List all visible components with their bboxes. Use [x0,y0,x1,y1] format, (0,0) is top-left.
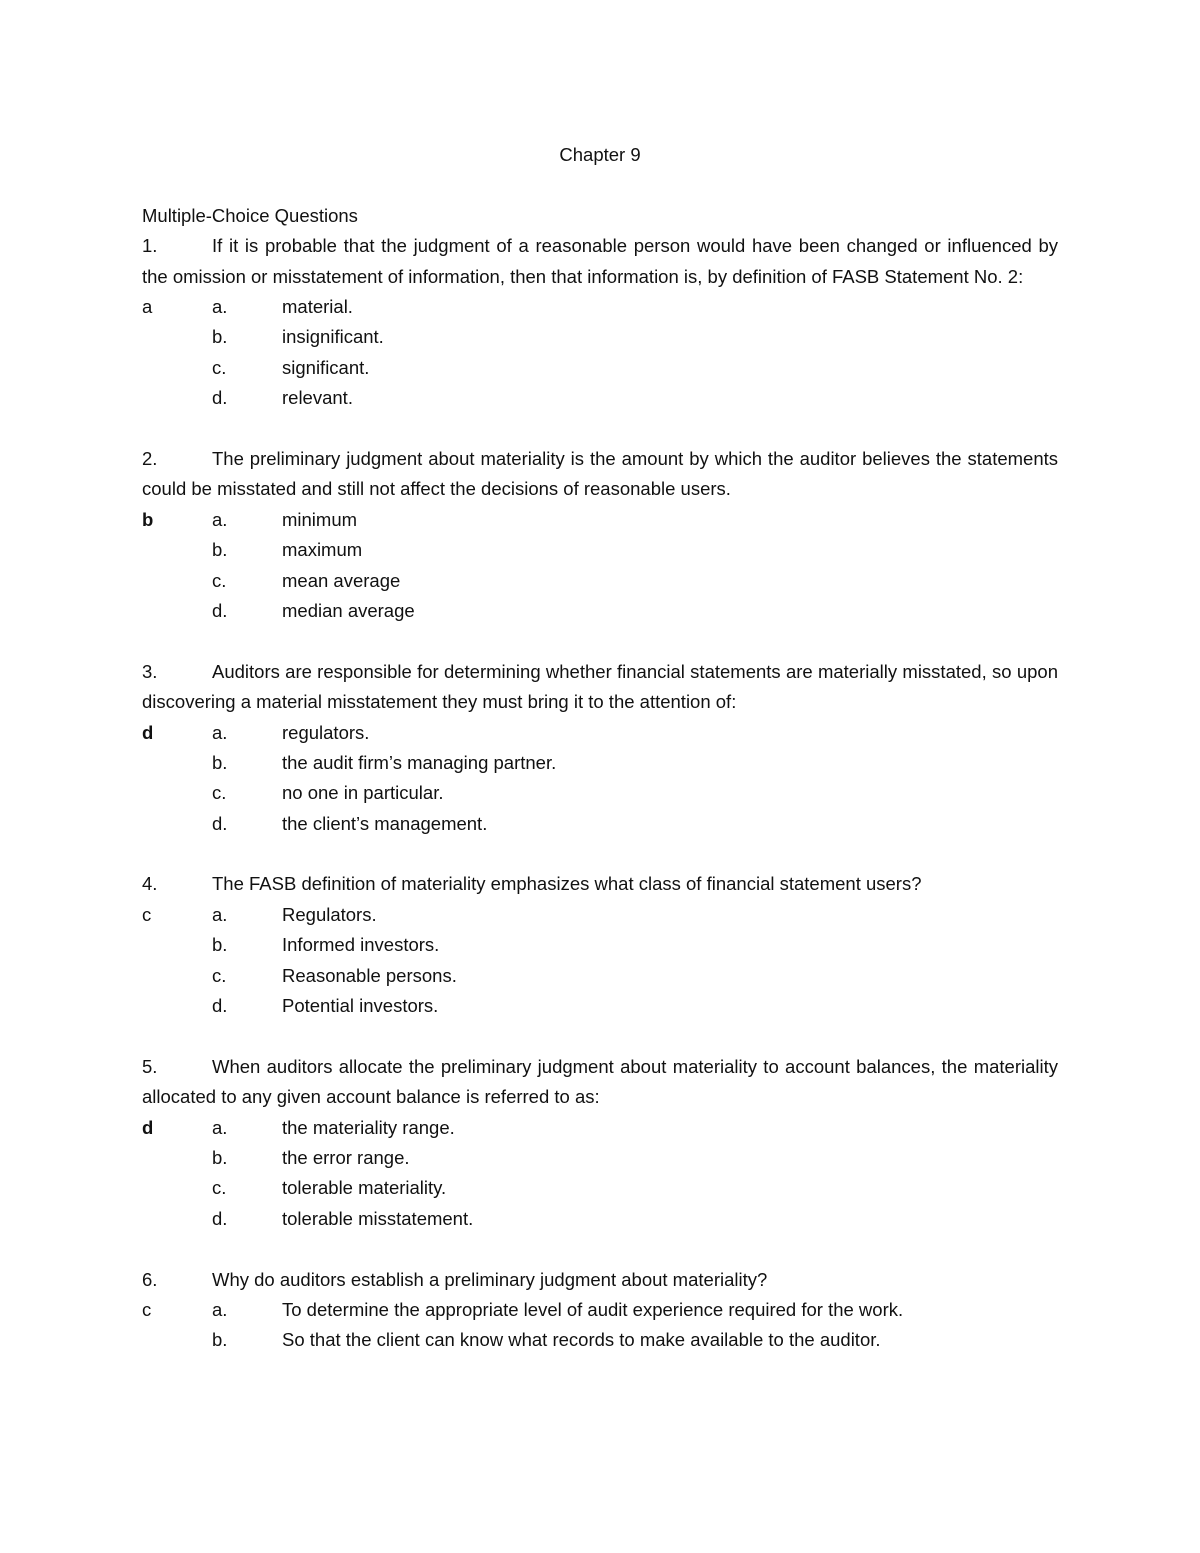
option-letter: b. [212,539,228,561]
question-1 [142,231,1058,413]
question-body: The FASB definition of materiality emphasizes what class of financial statement users? [212,873,922,895]
option-text: So that the client can know what records to make available to the auditor. [282,1329,881,1351]
option-letter: d. [212,995,228,1017]
question-number: 3. [142,660,158,682]
option-text: the error range. [282,1147,410,1169]
option-row [142,1204,1058,1234]
option-row [142,322,1058,352]
option-letter: b. [212,934,228,956]
option-row [142,930,1058,960]
question-body: Auditors are responsible for determining whether financial statements are materially misstated, so upon discovering a material misstatement they must bring it to the attention of: [142,660,1058,713]
option-text: tolerable misstatement. [282,1207,474,1229]
option-row [142,383,1058,413]
option-letter: d. [212,599,228,621]
option-text: Regulators. [282,903,377,925]
question-3 [142,657,1058,839]
option-letter: a. [212,1116,228,1138]
option-text: the audit firm’s managing partner. [282,751,557,773]
option-row [142,900,1058,930]
option-row [142,353,1058,383]
option-row [142,809,1058,839]
option-text: Potential investors. [282,995,439,1017]
option-letter: b. [212,326,228,348]
option-text: maximum [282,539,363,561]
option-letter: c. [212,1177,227,1199]
option-row [142,718,1058,748]
question-4 [142,869,1058,1021]
option-text: Reasonable persons. [282,964,457,986]
option-row [142,535,1058,565]
option-text: Informed investors. [282,934,440,956]
option-text: regulators. [282,721,370,743]
option-letter: c. [212,964,227,986]
question-number: 1. [142,235,158,257]
answer-key: d [142,1116,154,1138]
question-body: Why do auditors establish a preliminary judgment about materiality? [212,1268,768,1290]
question-text [142,231,1058,292]
option-letter: a. [212,1299,228,1320]
option-letter: c. [212,569,227,591]
option-row [142,292,1058,322]
option-row [142,505,1058,535]
option-letter: b. [212,1147,228,1169]
option-text: insignificant. [282,326,384,348]
option-row [142,596,1058,626]
option-letter: a. [212,903,228,925]
option-row [142,991,1058,1021]
question-body: If it is probable that the judgment of a reasonable person would have been changed or influenced by the omission or misstatement of information, then that information is, by definition of FASB Statement No. 2: [142,235,1058,287]
question-2 [142,444,1058,626]
option-text: tolerable materiality. [282,1177,447,1199]
option-letter: b. [212,751,228,773]
answer-key: c [142,903,152,925]
option-row [142,1325,1058,1355]
option-row [142,1143,1058,1173]
option-letter: c. [212,782,227,804]
option-text: significant. [282,356,370,378]
option-row [142,961,1058,991]
document-content [142,140,1058,1356]
question-6 [142,1265,1058,1356]
option-letter: a. [212,508,228,530]
question-number: 2. [142,447,158,469]
option-letter: c. [212,356,227,378]
option-text: relevant. [282,387,353,409]
question-body: The preliminary judgment about materiality is the amount by which the auditor believes the statements could be misstated and still not affect the decisions of reasonable users. [142,447,1058,500]
option-text: the materiality range. [282,1116,455,1138]
option-letter: a. [212,295,228,317]
option-text: the client’s management. [282,812,488,834]
question-number: 4. [142,873,158,895]
option-letter: d. [212,1207,228,1229]
answer-key: a [142,295,153,317]
option-letter: d. [212,812,228,834]
option-text: minimum [282,508,358,530]
question-body: When auditors allocate the preliminary judgment about materiality to account balances, the materiality allocated to any given account balance is referred to as: [142,1055,1058,1108]
option-text: material. [282,295,353,317]
question-number: 5. [142,1055,158,1077]
option-row [142,778,1058,808]
answer-key: c [142,1299,152,1320]
option-letter: a. [212,721,228,743]
option-text: no one in particular. [282,782,444,804]
question-text [142,1265,1058,1295]
question-number: 6. [142,1268,158,1290]
question-5 [142,1052,1058,1234]
option-row [142,748,1058,778]
option-row [142,1113,1058,1143]
option-row [142,566,1058,596]
option-letter: d. [212,387,228,409]
question-text [142,657,1058,718]
question-text [142,869,1058,899]
question-text [142,1052,1058,1113]
option-text: To determine the appropriate level of audit experience required for the work. [282,1299,904,1320]
section-heading: Multiple-Choice Questions [142,204,358,226]
option-text: mean average [282,569,401,591]
answer-key: d [142,721,154,743]
chapter-title: Chapter 9 [559,144,641,165]
option-text: median average [282,599,415,621]
option-row [142,1295,1058,1325]
question-text [142,444,1058,505]
answer-key: b [142,508,154,530]
option-row [142,1173,1058,1203]
option-letter: b. [212,1329,228,1351]
